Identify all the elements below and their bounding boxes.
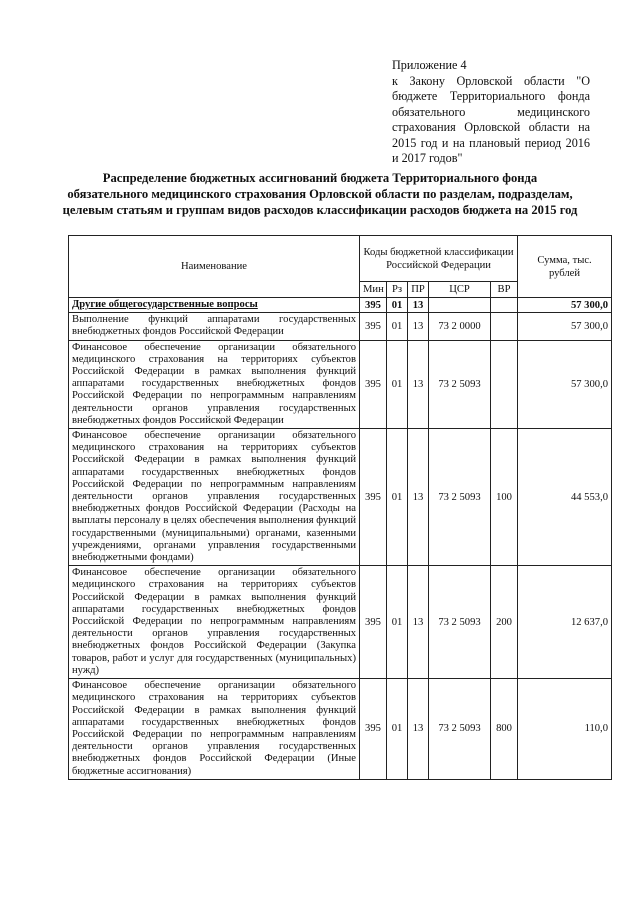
table-row [69, 313, 612, 340]
row-name: Выполнение функций аппаратами государственных внебюджетных фондов Российской Федерации [69, 313, 360, 340]
row-sum: 57 300,0 [518, 298, 612, 313]
row-min: 395 [360, 298, 387, 313]
row-csr: 73 2 0000 [429, 313, 491, 340]
row-min: 395 [360, 429, 387, 566]
header-pr: ПР [408, 282, 429, 298]
row-rz: 01 [387, 429, 408, 566]
row-vr [491, 313, 518, 340]
row-rz: 01 [387, 340, 408, 428]
row-pr: 13 [408, 566, 429, 679]
row-rz: 01 [387, 298, 408, 313]
row-sum: 57 300,0 [518, 313, 612, 340]
budget-table [68, 235, 612, 780]
row-vr [491, 340, 518, 428]
row-name: Финансовое обеспечение организации обязательного медицинского страхования на территориях субъектов Российской Федерации в рамках выполнения функций аппаратами государственных внебюджетных фондов Российской Федерации по непрограммным направлениям деятельности органов управления государственных внебюджетных фондов Российской Федерации (Закупка товаров, работ и услуг для государственных (муниципальных) нужд) [69, 566, 360, 679]
row-min: 395 [360, 566, 387, 679]
row-pr: 13 [408, 340, 429, 428]
appendix-note [392, 58, 590, 167]
row-min: 395 [360, 313, 387, 340]
table-row [69, 298, 612, 313]
row-name: Финансовое обеспечение организации обязательного медицинского страхования на территориях субъектов Российской Федерации в рамках выполнения функций аппаратами государственных внебюджетных фондов Российской Федерации по непрограммным направлениям деятельности органов управления государственных внебюджетных фондов Российской Федерации [69, 340, 360, 428]
row-csr [429, 298, 491, 313]
row-vr: 200 [491, 566, 518, 679]
row-pr: 13 [408, 429, 429, 566]
row-min: 395 [360, 340, 387, 428]
row-csr: 73 2 5093 [429, 679, 491, 780]
header-min: Мин [360, 282, 387, 298]
header-csr: ЦСР [429, 282, 491, 298]
table-row [69, 340, 612, 428]
row-sum: 110,0 [518, 679, 612, 780]
header-name: Наименование [69, 236, 360, 298]
header-codes: Коды бюджетной классификации Российской Федерации [360, 236, 518, 282]
row-pr: 13 [408, 298, 429, 313]
row-rz: 01 [387, 566, 408, 679]
table-row [69, 679, 612, 780]
row-name: Финансовое обеспечение организации обязательного медицинского страхования на территориях субъектов Российской Федерации в рамках выполнения функций аппаратами государственных внебюджетных фондов Российской Федерации по непрограммным направлениям деятельности органов управления государственных внебюджетных фондов Российской Федерации (Расходы на выплаты персоналу в целях обеспечения выполнения функций государственными (муниципальными) органами, казенными учреждениями, органами управления государственными внебюджетными фондами) [69, 429, 360, 566]
row-sum: 57 300,0 [518, 340, 612, 428]
row-pr: 13 [408, 313, 429, 340]
row-sum: 12 637,0 [518, 566, 612, 679]
row-vr [491, 298, 518, 313]
row-name: Другие общегосударственные вопросы [69, 298, 360, 313]
row-name: Финансовое обеспечение организации обязательного медицинского страхования на территориях субъектов Российской Федерации в рамках выполнения функций аппаратами государственных внебюджетных фондов Российской Федерации по непрограммным направлениям деятельности органов управления государственных внебюджетных фондов Российской Федерации (Иные бюджетные ассигнования) [69, 679, 360, 780]
row-rz: 01 [387, 679, 408, 780]
table-row [69, 429, 612, 566]
row-sum: 44 553,0 [518, 429, 612, 566]
row-vr: 100 [491, 429, 518, 566]
header-vr: ВР [491, 282, 518, 298]
header-sum: Сумма, тыс. рублей [518, 236, 612, 298]
row-csr: 73 2 5093 [429, 340, 491, 428]
document-title: Распределение бюджетных ассигнований бюджета Территориального фонда обязательного медицинского страхования Орловской области по разделам, подразделам, целевым статьям и группам видов расходов классификации расходов бюджета на 2015 год [62, 171, 578, 217]
header-rz: Рз [387, 282, 408, 298]
row-min: 395 [360, 679, 387, 780]
row-rz: 01 [387, 313, 408, 340]
table-row [69, 566, 612, 679]
row-pr: 13 [408, 679, 429, 780]
row-csr: 73 2 5093 [429, 429, 491, 566]
appendix-reference: к Закону Орловской области "О бюджете Территориального фонда обязательного медицинского страхования Орловской области на 2015 год и на плановый период 2016 и 2017 годов" [392, 73, 590, 165]
row-csr: 73 2 5093 [429, 566, 491, 679]
row-vr: 800 [491, 679, 518, 780]
appendix-number: Приложение 4 [392, 58, 467, 72]
